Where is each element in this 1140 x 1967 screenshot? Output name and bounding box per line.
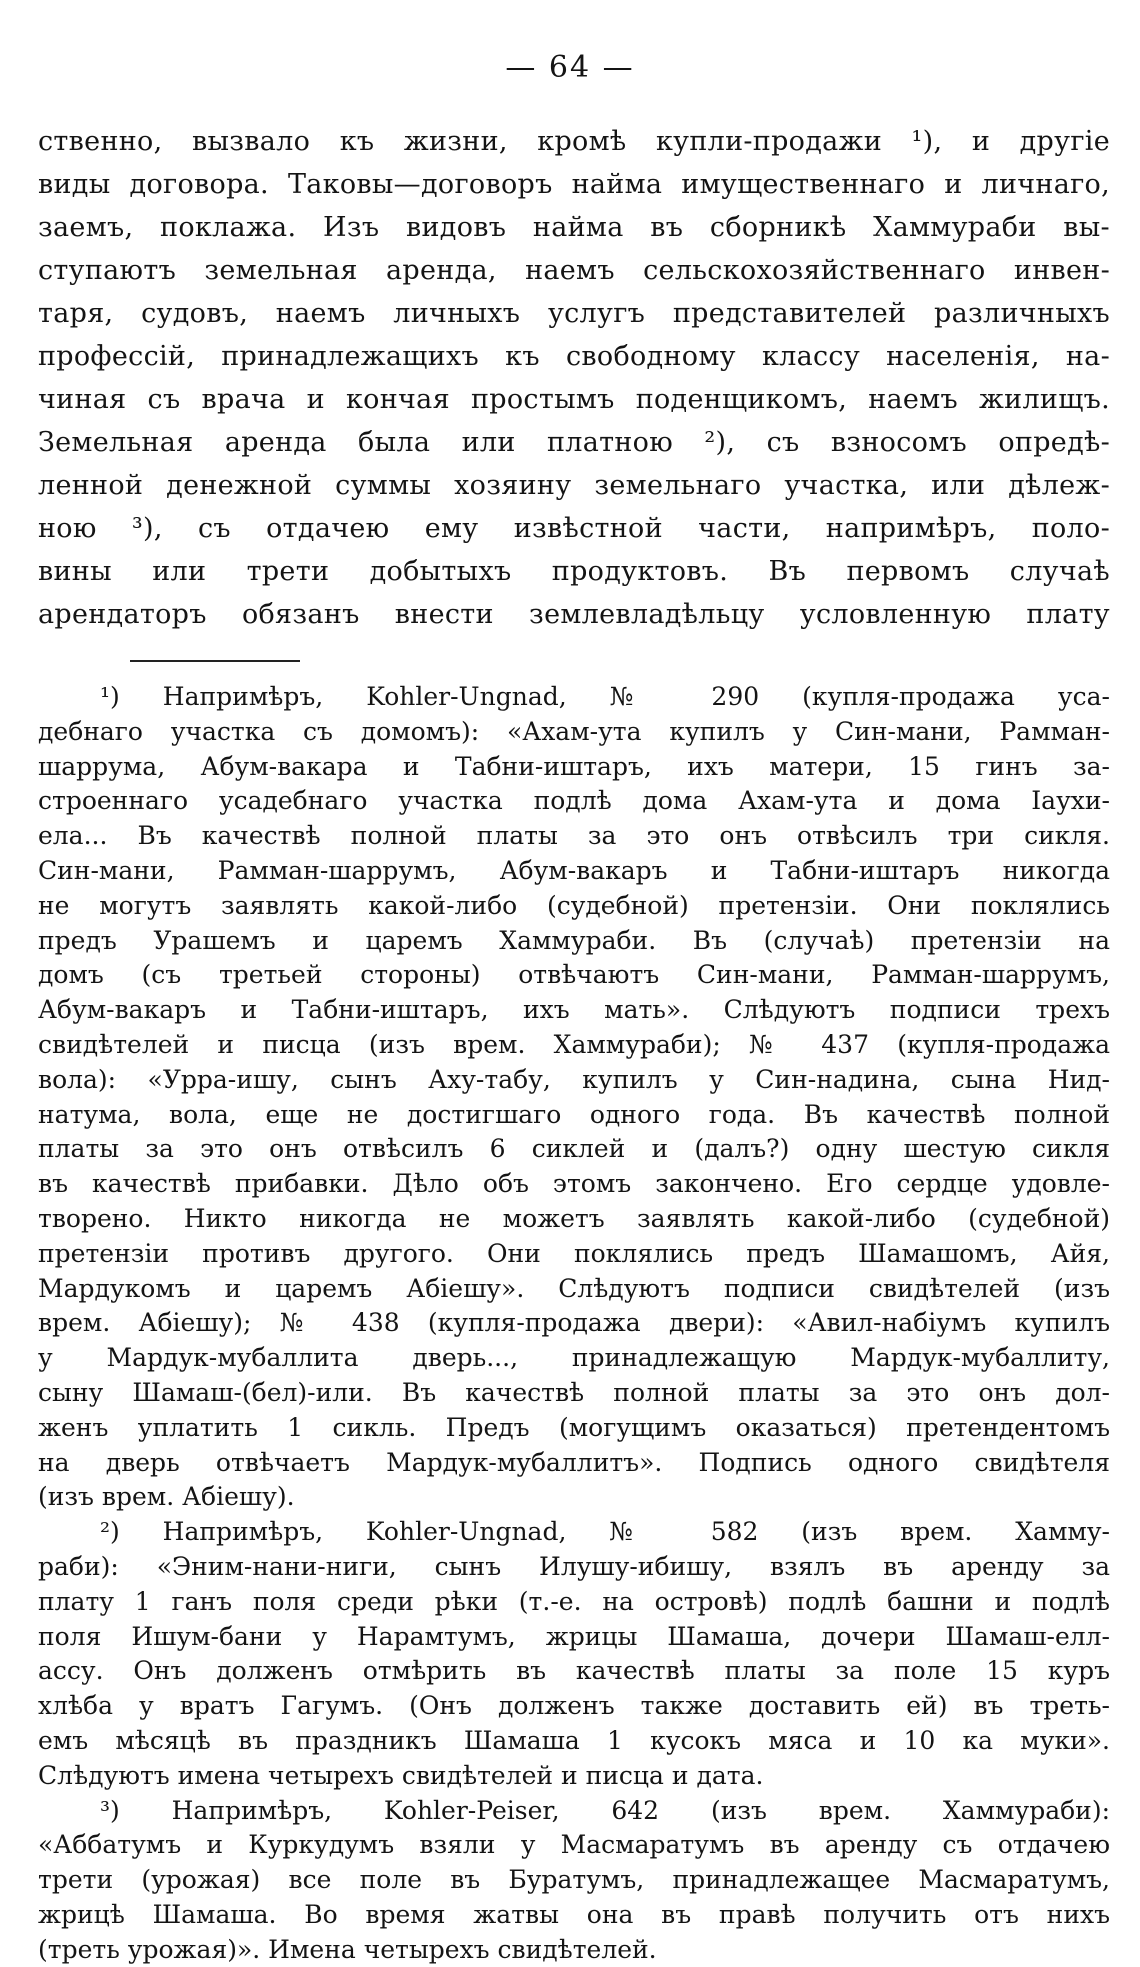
main-line: арендаторъ обязанъ внести землевладѣльцу условленную плату [38, 599, 1110, 630]
footnote-line: врем. Абіешу); № 438 (купля-продажа двери): «Авил-набіумъ купилъ [38, 1308, 1110, 1338]
footnote-line: жрицѣ Шамаша. Во время жатвы она въ правѣ получить отъ нихъ [38, 1899, 1110, 1929]
main-line: ленной денежной суммы хозяину земельнаго участка, или дѣлеж- [38, 470, 1110, 501]
footnote-line: шаррума, Абум-вакара и Табни-иштаръ, ихъ матери, 15 гинъ за- [38, 751, 1110, 781]
footnote-line: натума, вола, еще не достигшаго одного года. Въ качествѣ полной [38, 1099, 1110, 1129]
footnote-line: ²) Напримѣръ, Kohler-Ungnad, № 582 (изъ врем. Хамму- [100, 1517, 1110, 1547]
main-line: таря, судовъ, наемъ личныхъ услугъ представителей различныхъ [38, 298, 1110, 329]
main-line: заемъ, поклажа. Изъ видовъ найма въ сборникѣ Хаммураби вы- [38, 212, 1110, 243]
footnote-line: Слѣдуютъ имена четырехъ свидѣтелей и писца и дата. [38, 1760, 764, 1790]
footnote-line: домъ (съ третьей стороны) отвѣчаютъ Син-мани, Рамман-шаррумъ, [38, 960, 1110, 990]
footnote-line: предъ Урашемъ и царемъ Хаммураби. Въ (случаѣ) претензіи на [38, 925, 1110, 955]
footnote-line: Мардукомъ и царемъ Абіешу». Слѣдуютъ подписи свидѣтелей (изъ [38, 1273, 1110, 1303]
main-line: ступаютъ земельная аренда, наемъ сельскохозяйственнаго инвен- [38, 255, 1110, 286]
footnote-line: ела... Въ качествѣ полной платы за это онъ отвѣсилъ три сикля. [38, 821, 1110, 851]
footnote-line: сыну Шамаш-(бел)-или. Въ качествѣ полной платы за это онъ дол- [38, 1377, 1110, 1407]
main-line: Земельная аренда была или платною ²), съ взносомъ опредѣ- [38, 427, 1110, 458]
footnote-line: творено. Никто никогда не можетъ заявлять какой-либо (судебной) [38, 1203, 1110, 1233]
footnote-line: ассу. Онъ долженъ отмѣрить въ качествѣ платы за поле 15 куръ [38, 1656, 1110, 1686]
footnote-line: у Мардук-мубаллита дверь..., принадлежащую Мардук-мубаллиту, [38, 1343, 1110, 1373]
main-line: виды договора. Таковы—договоръ найма имущественнаго и личнаго, [38, 169, 1110, 200]
footnote-line: (изъ врем. Абіешу). [38, 1482, 295, 1512]
footnote-line: претензіи противъ другого. Они поклялись предъ Шамашомъ, Айя, [38, 1238, 1110, 1268]
footnote-line: вола): «Урра-ишу, сынъ Аху-табу, купилъ у Син-надина, сына Нид- [38, 1064, 1110, 1094]
page-number: — 64 — [505, 50, 635, 85]
footnote-line: ¹) Напримѣръ, Kohler-Ungnad, № 290 (купля-продажа уса- [100, 682, 1110, 711]
footnote-line: хлѣба у вратъ Гагумъ. (Онъ долженъ также доставить ей) въ треть- [38, 1691, 1110, 1721]
footnote-line: платы за это онъ отвѣсилъ 6 сиклей и (далъ?) одну шестую сикля [38, 1134, 1110, 1164]
main-line: вины или трети добытыхъ продуктовъ. Въ первомъ случаѣ [38, 556, 1110, 587]
footnote-line: на дверь отвѣчаетъ Мардук-мубаллитъ». Подпись одного свидѣтеля [38, 1447, 1110, 1477]
footnote-separator [130, 660, 300, 662]
footnote-line: свидѣтелей и писца (изъ врем. Хаммураби); № 437 (купля-продажа [38, 1029, 1110, 1059]
footnote-line: ³) Напримѣръ, Kohler-Peiser, 642 (изъ врем. Хаммураби): [100, 1795, 1110, 1825]
main-line: ною ³), съ отдачею ему извѣстной части, напримѣръ, поло- [38, 513, 1110, 544]
footnotes [38, 680, 1110, 1967]
footnote-line: въ качествѣ прибавки. Дѣло объ этомъ закончено. Его сердце удовле- [38, 1169, 1110, 1199]
main-text [38, 120, 1110, 636]
main-line: профессій, принадлежащихъ къ свободному классу населенія, на- [38, 341, 1110, 372]
footnote-line: плату 1 ганъ поля среди рѣки (т.-е. на островѣ) подлѣ башни и подлѣ [38, 1586, 1110, 1616]
footnote-line: поля Ишум-бани у Нарамтумъ, жрицы Шамаша, дочери Шамаш-елл- [38, 1621, 1110, 1651]
footnote-line: женъ уплатить 1 сикль. Предъ (могущимъ оказаться) претендентомъ [38, 1412, 1110, 1442]
footnote-line: «Аббатумъ и Куркудумъ взяли у Масмаратумъ въ аренду съ отдачею [38, 1830, 1110, 1860]
footnote-line: раби): «Эним-нани-ниги, сынъ Илушу-ибишу, взялъ въ аренду за [38, 1551, 1110, 1581]
footnote-line: Син-мани, Рамман-шаррумъ, Абум-вакаръ и Табни-иштаръ никогда [38, 855, 1110, 885]
footnote-line: дебнаго участка съ домомъ): «Ахам-ута купилъ у Син-мани, Рамман- [38, 716, 1110, 746]
footnote-line: трети (урожая) все поле въ Буратумъ, принадлежащее Масмаратумъ, [38, 1865, 1110, 1895]
footnote-line: Абум-вакаръ и Табни-иштаръ, ихъ мать». Слѣдуютъ подписи трехъ [38, 995, 1110, 1025]
main-line: ственно, вызвало къ жизни, кромѣ купли-продажи ¹), и другіе [38, 126, 1110, 157]
footnote-line: строеннаго усадебнаго участка подлѣ дома Ахам-ута и дома Іаухи- [38, 786, 1110, 816]
footnote-line: (треть урожая)». Имена четырехъ свидѣтелей. [38, 1934, 657, 1964]
footnote-line: емъ мѣсяцѣ въ праздникъ Шамаша 1 кусокъ мяса и 10 ка муки». [38, 1725, 1110, 1755]
footnote-line: не могутъ заявлять какой-либо (судебной) претензіи. Они поклялись [38, 890, 1110, 920]
main-line: чиная съ врача и кончая простымъ поденщикомъ, наемъ жилищъ. [38, 384, 1110, 415]
